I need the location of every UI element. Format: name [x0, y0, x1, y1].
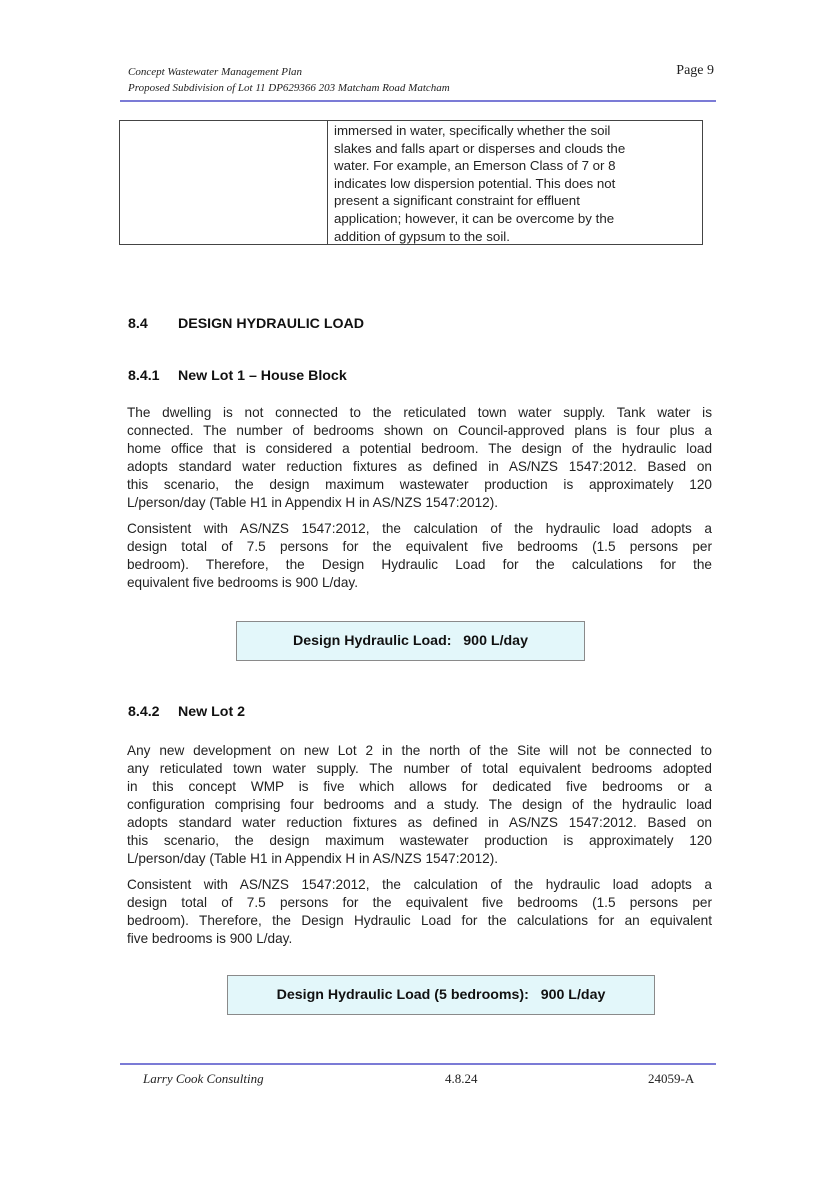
lot2-hydraulic-load-callout: Design Hydraulic Load (5 bedrooms): 900 L/day	[227, 975, 655, 1015]
section-number: 8.4.1	[128, 368, 160, 384]
text-line: adopts standard water reduction fixtures as defined in AS/NZS 1547:2012. Based on	[127, 459, 712, 474]
text-line: adopts standard water reduction fixtures as defined in AS/NZS 1547:2012. Based on	[127, 815, 712, 830]
section-heading-8-4-1	[128, 368, 347, 384]
table-left-cell	[120, 121, 328, 244]
footer-company: Larry Cook Consulting	[143, 1071, 264, 1086]
lot1-hydraulic-load-callout: Design Hydraulic Load: 900 L/day	[236, 621, 585, 661]
footer-date: 4.8.24	[445, 1071, 478, 1086]
section-heading-8-4	[128, 316, 364, 332]
table-right-cell	[328, 121, 702, 244]
text-line: equivalent five bedrooms is 900 L/day.	[127, 575, 358, 590]
header-title: Concept Wastewater Management Plan	[128, 66, 303, 78]
text-line: design total of 7.5 persons for the equivalent five bedrooms (1.5 persons per	[127, 539, 712, 554]
text-line: Any new development on new Lot 2 in the north of the Site will not be connected to	[127, 743, 712, 758]
table-text-line: immersed in water, specifically whether the soil	[334, 123, 611, 138]
section-number: 8.4.2	[128, 704, 160, 720]
section-heading-8-4-2	[128, 704, 245, 720]
section-title: New Lot 2	[178, 704, 246, 720]
footer-divider	[120, 1063, 716, 1065]
section-title: DESIGN HYDRAULIC LOAD	[178, 316, 365, 332]
text-line: The dwelling is not connected to the reticulated town water supply. Tank water is	[127, 405, 712, 420]
text-line: bedroom). Therefore, the Design Hydraulic Load for the calculations for the	[127, 557, 712, 572]
lot2-paragraph-1	[127, 742, 712, 868]
table-text-line: present a significant constraint for effluent	[334, 193, 580, 209]
text-line: connected. The number of bedrooms shown on Council-approved plans is four plus a	[127, 423, 712, 438]
text-line: in this concept WMP is five which allows for dedicated five bedrooms or a	[127, 779, 712, 794]
text-line: L/person/day (Table H1 in Appendix H in AS/NZS 1547:2012).	[127, 495, 499, 510]
section-title: New Lot 1 – House Block	[178, 368, 347, 384]
continued-table	[119, 120, 703, 245]
text-line: home office that is considered a potential bedroom. The design of the hydraulic load	[127, 441, 712, 456]
text-line: this scenario, the design maximum wastewater production is approximately 120	[127, 833, 712, 848]
text-line: any reticulated town water supply. The number of total equivalent bedrooms adopted	[127, 761, 712, 776]
text-line: Consistent with AS/NZS 1547:2012, the calculation of the hydraulic load adopts a	[127, 877, 712, 892]
header-divider	[120, 100, 716, 102]
lot2-paragraph-2	[127, 876, 712, 948]
table-text-line: water. For example, an Emerson Class of 7 or 8	[334, 158, 616, 174]
header-subtitle: Proposed Subdivision of Lot 11 DP629366 203 Matcham Road Matcham	[128, 82, 450, 94]
table-text-line: indicates low dispersion potential. This does not	[334, 175, 616, 191]
table-text-line: application; however, it can be overcome by the	[334, 210, 615, 226]
lot1-paragraph-1	[127, 404, 712, 512]
text-line: Consistent with AS/NZS 1547:2012, the calculation of the hydraulic load adopts a	[127, 521, 712, 536]
section-number: 8.4	[128, 316, 148, 332]
footer-reference: 24059-A	[648, 1071, 695, 1086]
text-line: L/person/day (Table H1 in Appendix H in AS/NZS 1547:2012).	[127, 851, 499, 866]
table-text-line: slakes and falls apart or disperses and clouds the	[334, 140, 626, 156]
table-text-line: addition of gypsum to the soil.	[334, 228, 510, 244]
text-line: design total of 7.5 persons for the equivalent five bedrooms (1.5 persons per	[127, 895, 712, 910]
text-line: bedroom). Therefore, the Design Hydraulic Load for the calculations for an equivalent	[127, 913, 712, 928]
lot1-paragraph-2	[127, 520, 712, 592]
text-line: configuration comprising four bedrooms and a study. The design of the hydraulic load	[127, 797, 712, 812]
text-line: five bedrooms is 900 L/day.	[127, 931, 293, 946]
text-line: this scenario, the design maximum wastewater production is approximately 120	[127, 477, 712, 492]
page-number: Page 9	[676, 63, 714, 78]
